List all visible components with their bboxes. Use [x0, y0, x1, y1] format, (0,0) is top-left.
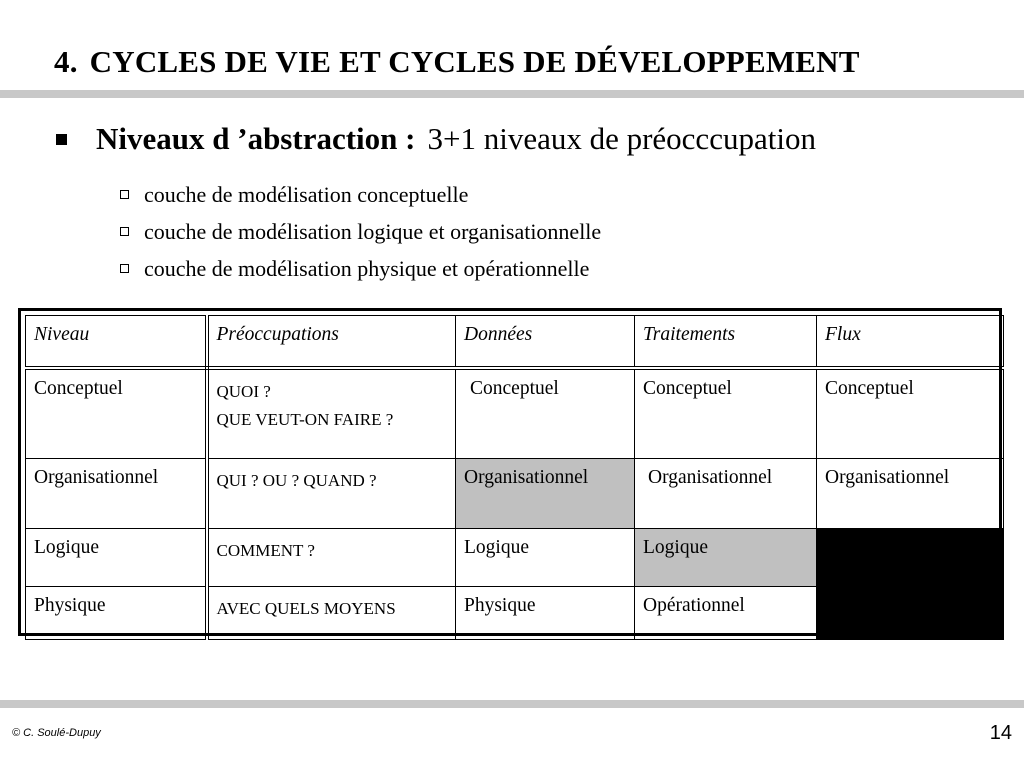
- cell-flux-blocked: [817, 529, 1004, 640]
- hollow-square-bullet-icon: [120, 227, 129, 236]
- cell-preoccupations: [207, 368, 456, 459]
- sub-bullet-list: [120, 176, 601, 287]
- header-flux: Flux: [817, 316, 1004, 369]
- hollow-square-bullet-icon: [120, 190, 129, 199]
- question-line: QUE VEUT-ON FAIRE ?: [216, 410, 394, 429]
- bottom-divider: [0, 700, 1024, 708]
- cell-niveau: Physique: [26, 587, 207, 640]
- question-line: COMMENT ?: [216, 541, 315, 560]
- header-traitements: Traitements: [635, 316, 817, 369]
- footer-copyright: © C. Soulé-Dupuy: [12, 727, 101, 739]
- cell-preoccupations: [207, 587, 456, 640]
- sub-bullet-item: [120, 213, 601, 250]
- top-divider: [0, 90, 1024, 98]
- cell-donnees: Logique: [456, 529, 635, 587]
- cell-traitements-text: Organisationnel: [648, 467, 773, 488]
- sub-bullet-text: couche de modélisation logique et organisationnelle: [144, 218, 602, 244]
- page-number: 14: [989, 722, 1012, 744]
- cell-niveau: Organisationnel: [26, 459, 207, 529]
- header-preoccupations: Préoccupations: [207, 316, 456, 369]
- cell-flux: Organisationnel: [817, 459, 1004, 529]
- section-number: 4.: [54, 44, 78, 79]
- bullet-text: 3+1 niveaux de préocccupation: [427, 121, 816, 156]
- table-header-row: [26, 316, 1004, 369]
- cell-preoccupations: [207, 529, 456, 587]
- sub-bullet-item: [120, 176, 601, 213]
- table-row: [26, 368, 1004, 459]
- sub-bullet-text: couche de modélisation physique et opérationnelle: [144, 255, 590, 281]
- header-niveau: Niveau: [26, 316, 207, 369]
- table-row: [26, 529, 1004, 587]
- sub-bullet-text: couche de modélisation conceptuelle: [144, 181, 469, 207]
- table-row: [26, 459, 1004, 529]
- cell-traitements-highlighted: Logique: [635, 529, 817, 587]
- hollow-square-bullet-icon: [120, 264, 129, 273]
- cell-traitements: Opérationnel: [635, 587, 817, 640]
- levels-table: [25, 315, 1004, 640]
- cell-preoccupations: [207, 459, 456, 529]
- title-text: CYCLES DE VIE ET CYCLES DE DÉVELOPPEMENT: [89, 44, 860, 79]
- question-line: QUI ? OU ? QUAND ?: [216, 471, 377, 490]
- main-bullet: [56, 121, 816, 157]
- cell-niveau: Logique: [26, 529, 207, 587]
- cell-donnees-highlighted: Organisationnel: [456, 459, 635, 529]
- sub-bullet-item: [120, 250, 601, 287]
- cell-niveau: Conceptuel: [26, 368, 207, 459]
- question-line: AVEC QUELS MOYENS: [216, 599, 396, 618]
- bullet-heading: Niveaux d ’abstraction :: [96, 121, 416, 156]
- levels-table-frame: [18, 308, 1002, 636]
- cell-traitements: [635, 459, 817, 529]
- cell-flux: Conceptuel: [817, 368, 1004, 459]
- header-donnees: Données: [456, 316, 635, 369]
- slide-title: [54, 44, 860, 80]
- question-line: QUOI ?: [216, 382, 271, 401]
- cell-traitements: Conceptuel: [635, 368, 817, 459]
- square-bullet-icon: [56, 134, 67, 145]
- cell-donnees-text: Conceptuel: [470, 378, 559, 399]
- cell-donnees: [456, 368, 635, 459]
- cell-donnees: Physique: [456, 587, 635, 640]
